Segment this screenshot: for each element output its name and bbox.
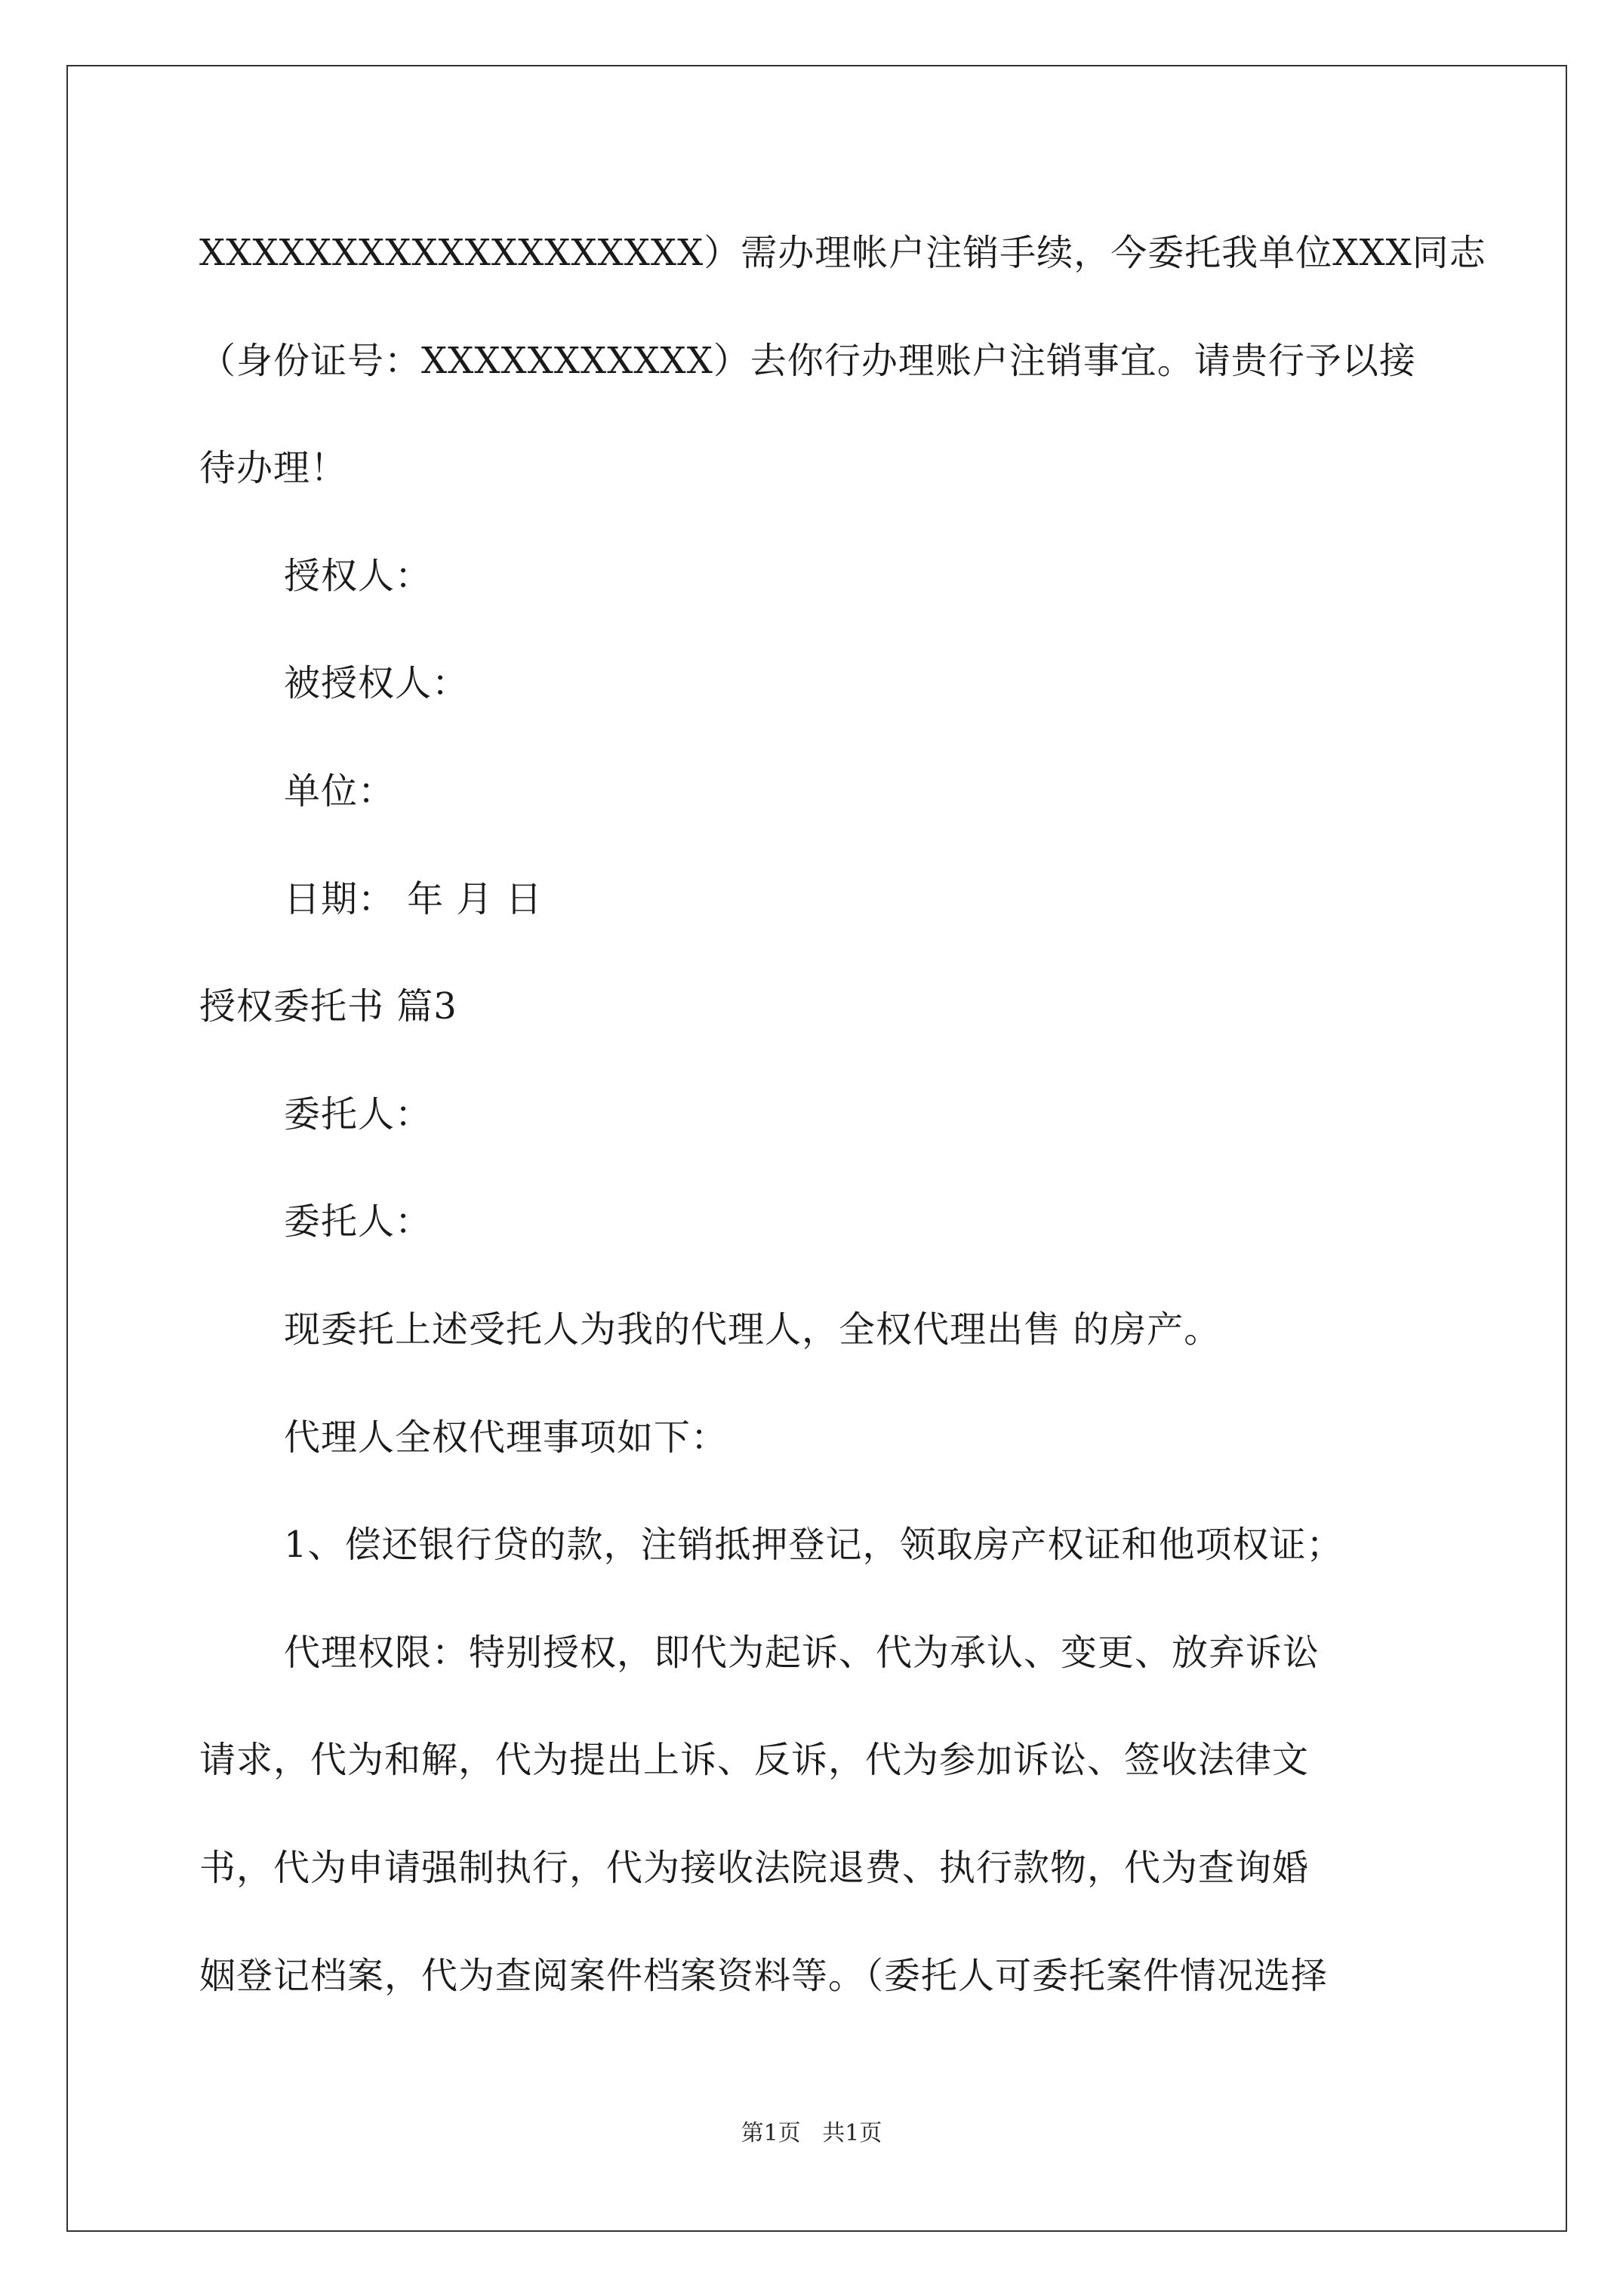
page-frame — [66, 65, 1567, 2232]
body-line-authority-3: 书，代为申请强制执行，代为接收法院退费、执行款物，代为查询婚 — [199, 1847, 1310, 1889]
section-heading: 授权委托书 篇3 — [199, 985, 457, 1028]
page-footer: 第1页 共1页 — [741, 2120, 882, 2147]
body-line-delegation: 现委托上述受托人为我的代理人，全权代理出售 的房产。 — [284, 1308, 1221, 1351]
list-item-1: 1、偿还银行贷的款，注销抵押登记，领取房产权证和他项权证； — [284, 1524, 1344, 1566]
principal-label-1: 委托人： — [284, 1093, 433, 1136]
authorizer-label: 授权人： — [284, 555, 433, 597]
date-label: 日期： 年 月 日 — [284, 878, 543, 920]
unit-label: 单位： — [284, 770, 396, 812]
principal-label-2: 委托人： — [284, 1200, 433, 1243]
body-line-2: （身份证号：XXXXXXXXXXX）去你行办理账户注销事宜。请贵行予以接 — [199, 340, 1416, 382]
authorized-person-label: 被授权人： — [284, 662, 470, 704]
body-line-matters: 代理人全权代理事项如下： — [284, 1416, 728, 1459]
body-line-authority-1: 代理权限：特别授权，即代为起诉、代为承认、变更、放弃诉讼 — [284, 1632, 1320, 1674]
body-line-3: 待办理！ — [199, 447, 348, 489]
body-line-1: XXXXXXXXXXXXXXXXXXX）需办理帐户注销手续，今委托我单位XXX同志 — [199, 232, 1486, 274]
body-line-authority-4: 姻登记档案，代为查阅案件档案资料等。（委托人可委托案件情况选择 — [199, 1955, 1329, 1997]
body-line-authority-2: 请求，代为和解，代为提出上诉、反诉，代为参加诉讼、签收法律文 — [199, 1739, 1310, 1781]
